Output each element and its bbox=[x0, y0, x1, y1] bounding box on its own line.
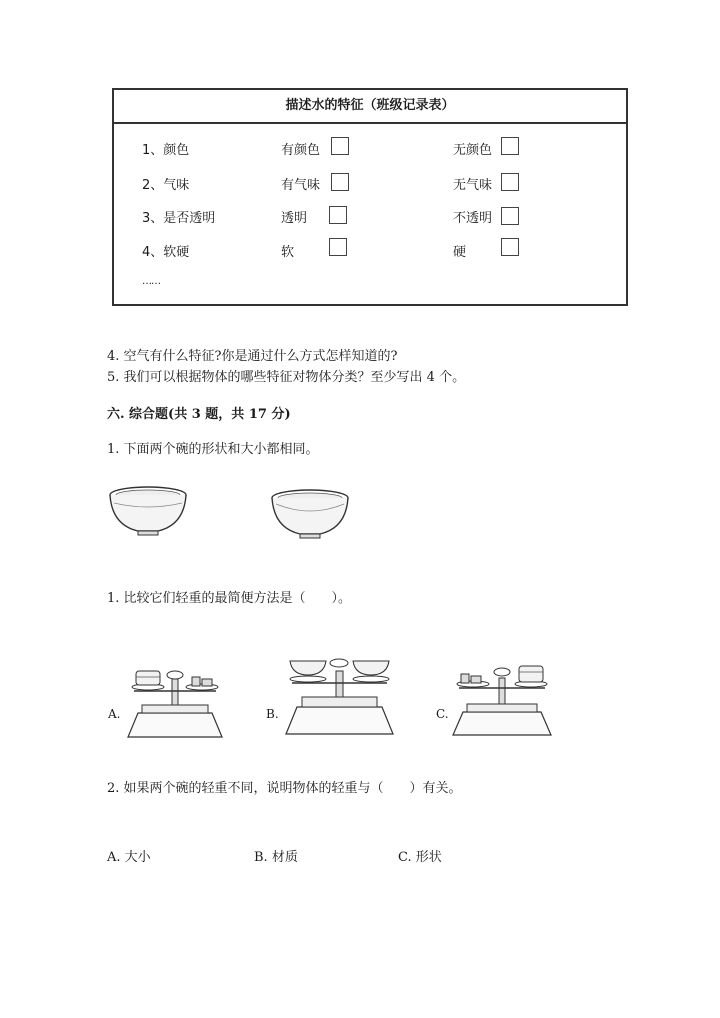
question-5: 5. 我们可以根据物体的哪些特征对物体分类？至少写出 4 个。 bbox=[107, 370, 466, 385]
checkbox-hard[interactable] bbox=[501, 238, 519, 256]
section-6-intro: 1. 下面两个碗的形状和大小都相同。 bbox=[107, 442, 319, 457]
record-table-title: 描述水的特征（班级记录表） bbox=[114, 90, 626, 124]
scale-option-b-label: B. bbox=[266, 707, 279, 721]
checkbox-has-color[interactable] bbox=[331, 137, 349, 155]
balance-scale-c-illustration bbox=[447, 662, 557, 738]
scale-option-c-label: C. bbox=[436, 707, 449, 721]
sub-question-2: 2. 如果两个碗的轻重不同，说明物体的轻重与（ ）有关。 bbox=[107, 781, 462, 796]
balance-scale-a-illustration bbox=[120, 665, 230, 740]
row-option-b: 无颜色 bbox=[453, 143, 493, 158]
water-record-table bbox=[112, 88, 628, 306]
scale-option-a-label: A. bbox=[108, 707, 121, 721]
row-option-a: 有气味 bbox=[281, 178, 321, 193]
bowl-2-illustration bbox=[270, 488, 350, 543]
checkbox-has-smell[interactable] bbox=[331, 173, 349, 191]
answer-option-a[interactable]: A. 大小 bbox=[107, 850, 151, 865]
sub-question-1: 1. 比较它们轻重的最简便方法是（ ）。 bbox=[107, 591, 352, 606]
answer-option-b[interactable]: B. 材质 bbox=[254, 850, 298, 865]
balance-scale-b-illustration bbox=[282, 655, 397, 737]
bowl-1-illustration bbox=[108, 485, 188, 540]
row-option-a: 透明 bbox=[281, 211, 308, 226]
row-property: 4、软硬 bbox=[142, 245, 190, 260]
row-option-b: 无气味 bbox=[453, 178, 493, 193]
checkbox-soft[interactable] bbox=[329, 238, 347, 256]
row-property: 3、是否透明 bbox=[142, 211, 216, 226]
table-ellipsis: …… bbox=[142, 276, 160, 287]
checkbox-transparent[interactable] bbox=[329, 206, 347, 224]
question-4: 4. 空气有什么特征?你是通过什么方式怎样知道的? bbox=[107, 349, 398, 364]
row-property: 1、颜色 bbox=[142, 143, 190, 158]
section-6-heading: 六. 综合题(共 3 题，共 17 分) bbox=[107, 407, 291, 422]
row-option-b: 不透明 bbox=[453, 211, 493, 226]
checkbox-no-color[interactable] bbox=[501, 137, 519, 155]
checkbox-no-smell[interactable] bbox=[501, 173, 519, 191]
answer-option-c[interactable]: C. 形状 bbox=[398, 850, 442, 865]
row-option-a: 有颜色 bbox=[281, 143, 321, 158]
row-property: 2、气味 bbox=[142, 178, 190, 193]
checkbox-opaque[interactable] bbox=[501, 207, 519, 225]
row-option-b: 硬 bbox=[453, 245, 467, 260]
row-option-a: 软 bbox=[281, 245, 295, 260]
